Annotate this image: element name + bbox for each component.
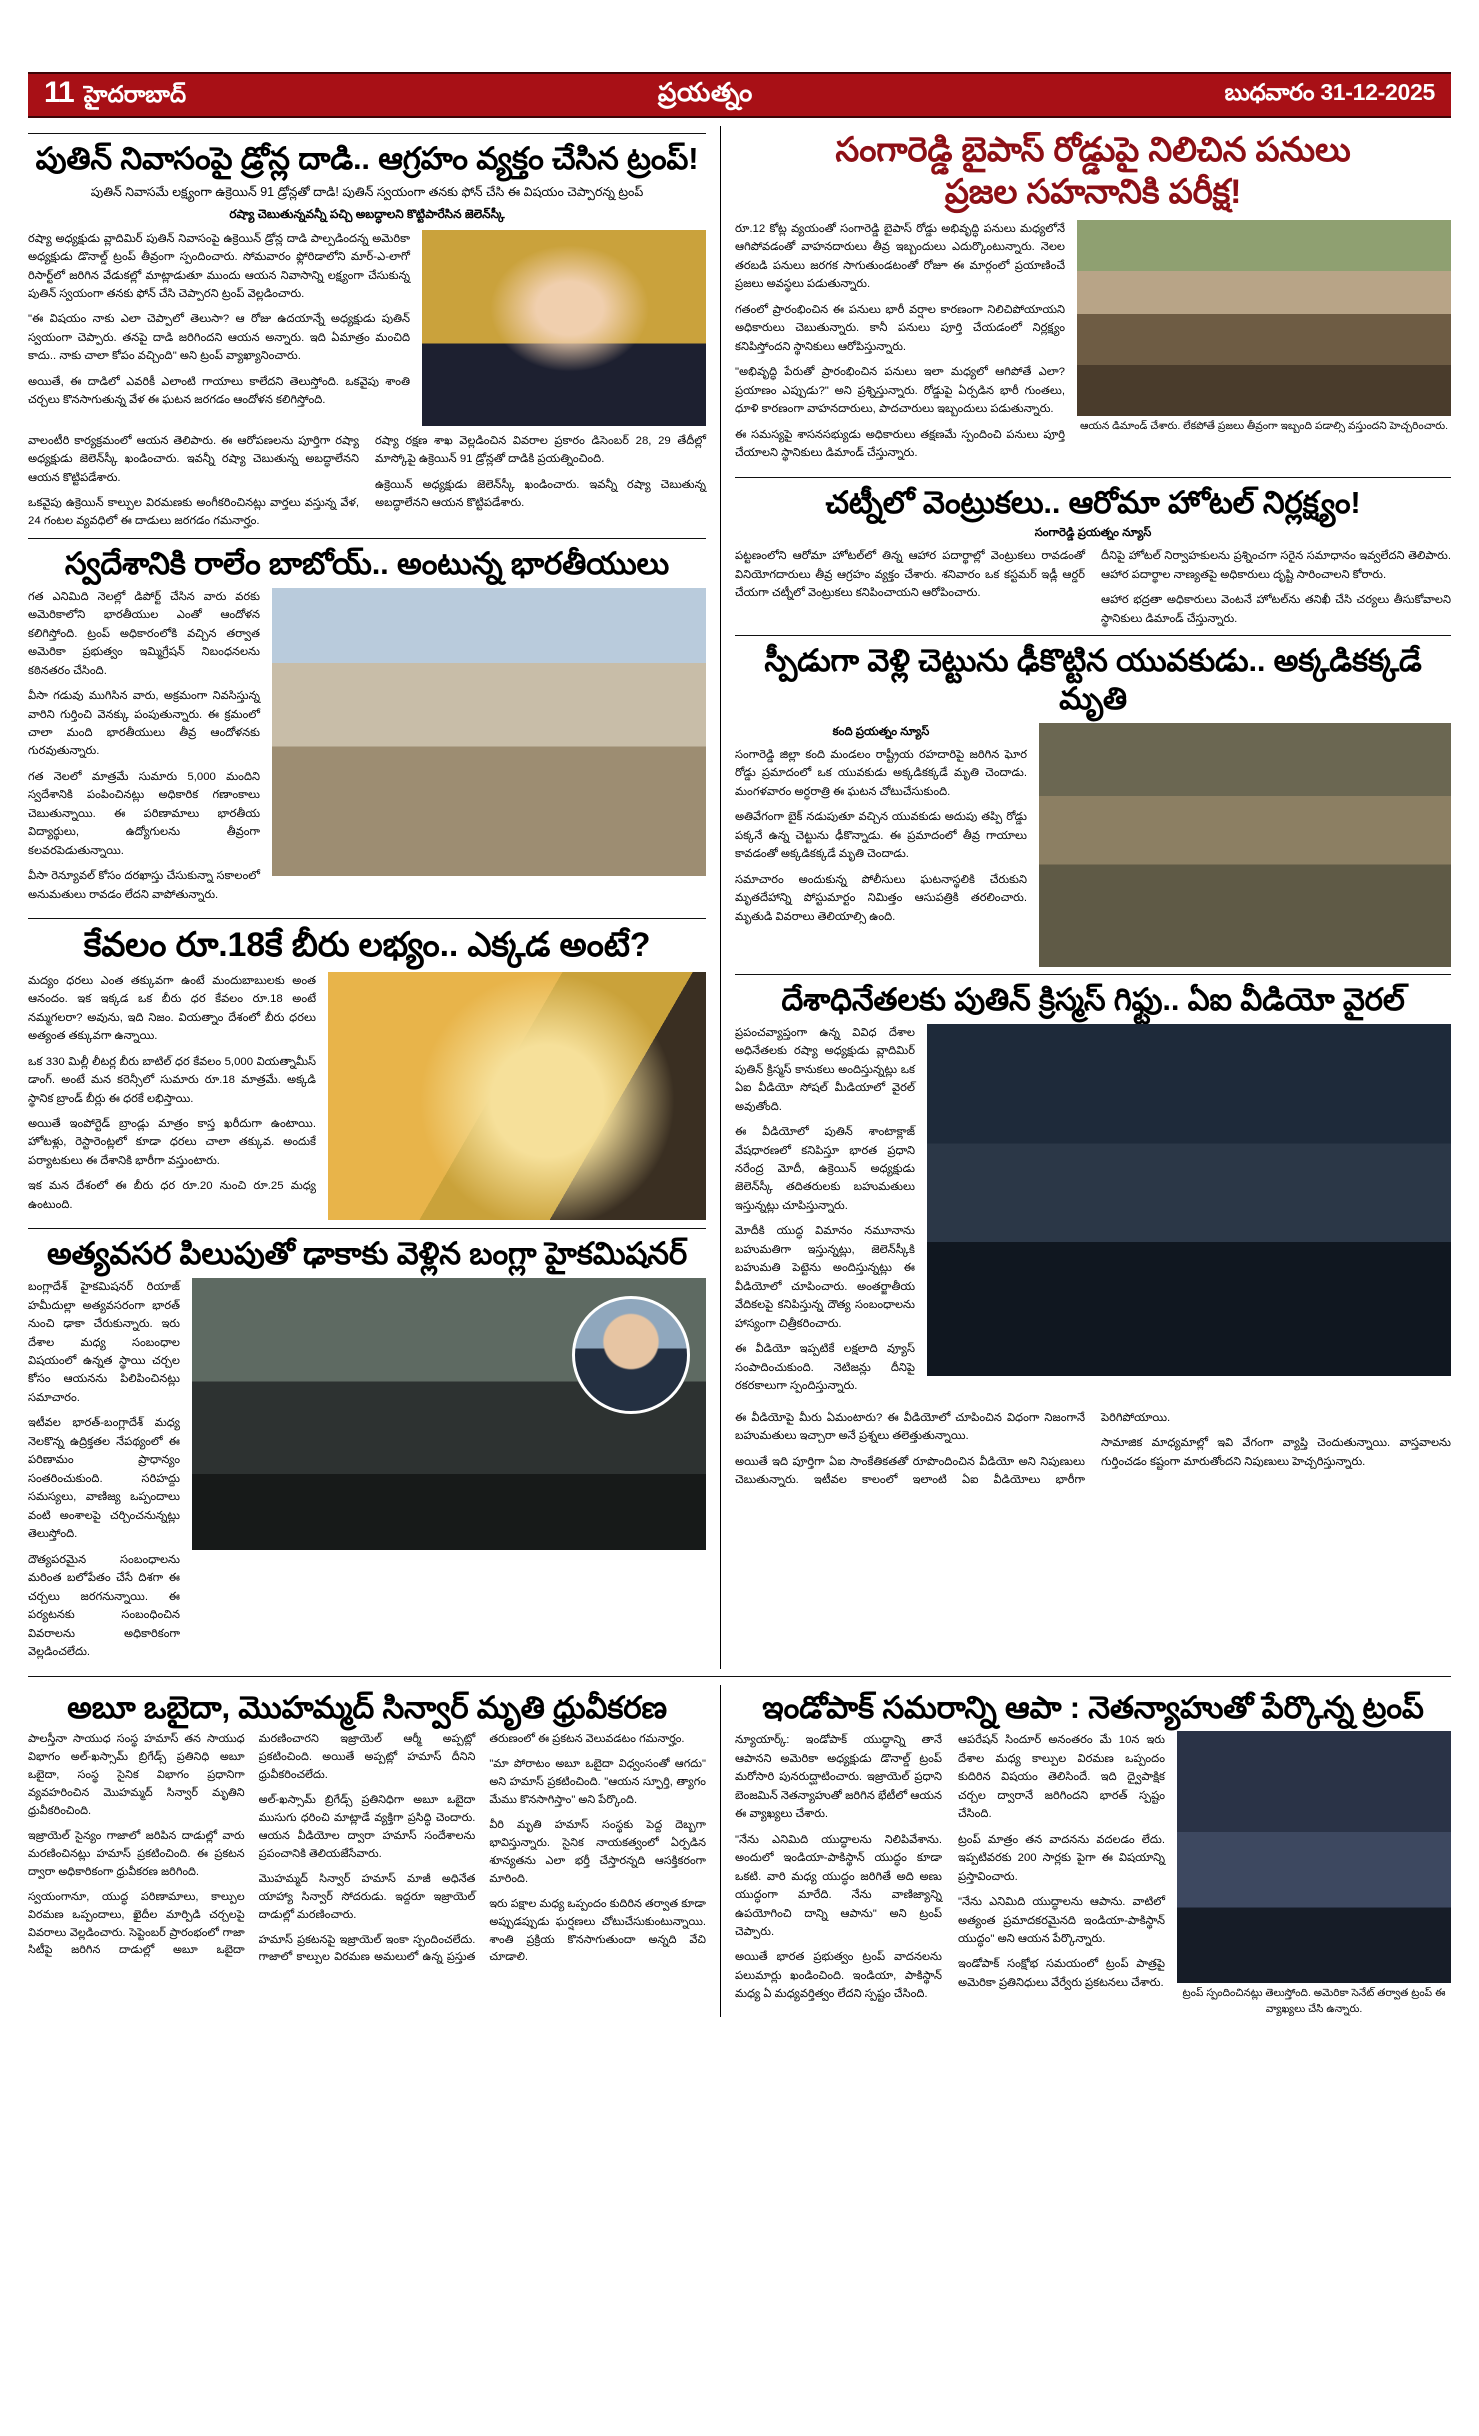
divider	[28, 133, 706, 134]
dateline: సంగారెడ్డి ప్రయత్నం న్యూస్	[1034, 527, 1152, 540]
divider	[28, 1228, 706, 1229]
article-abu-obaida	[28, 1689, 706, 1968]
divider	[28, 1676, 1451, 1677]
left-column	[28, 126, 720, 1669]
article-body: బంగ్లాదేశ్ హైకమిషనర్ రియాజ్ హమీదుల్లా అత్యవసరంగా భారత్ నుంచి ఢాకా చేరుకున్నారు. ఇరు దేశాల మధ్య సంబంధాల విషయంలో ఉన్నత స్థాయి చర్చల కోసం ఆయనను పిలిపించినట్లు సమాచారం. ఇటీవల భారత్-బంగ్లాదేశ్ మధ్య నెలకొన్న ఉద్రిక్తతల నేపథ్యంలో ఈ పరిణామం ప్రాధాన్యం సంతరించుకుంది. సరిహద్దు సమస్యలు, వాణిజ్య ఒప్పందాలు వంటి అంశాలపై చర్చించనున్నట్లు తెలుస్తోంది. దౌత్యపరమైన సంబంధాలను మరింత బలోపేతం చేసే దిశగా ఈ చర్చలు జరగనున్నాయి. ఈ పర్యటనకు సంబంధించిన వివరాలను అధికారికంగా వెల్లడించలేదు.	[28, 1281, 180, 1659]
page-number: 11	[44, 76, 74, 109]
putin-as-santa-photo	[927, 1024, 1451, 1376]
divider	[735, 974, 1451, 975]
article-body: రష్యా అధ్యక్షుడు వ్లాదిమిర్ పుతిన్ నివాసంపై ఉక్రెయిన్ డ్రోన్ల దాడి పాల్పడిందన్న అమెరికా అధ్యక్షుడు డొనాల్డ్ ట్రంప్ తీవ్రంగా స్పందించారు. సోమవారం ఫ్లోరిడాలోని మార్-ఎ-లాగో రిసార్ట్‌లో జరిగిన వేడుకల్లో మాట్లాడుతూ ముందు ఆయన నివాసాన్ని లక్ష్యంగా చేసుకున్న పుతిన్ స్వయంగా తనకు ఫోన్ చేసి చెప్పారని ట్రంప్ వెల్లడించారు. "ఈ విషయం నాకు ఎలా చెప్పాలో తెలుసా? ఆ రోజు ఉదయాన్నే అధ్యక్షుడు పుతిన్ స్వయంగా చెప్పారు. తనపై దాడి జరిగిందని ఆయన అన్నారు. ఇది ఏమాత్రం మంచిది కాదు.. నాకు చాలా కోపం వచ్చింది" అని ట్రంప్ వ్యాఖ్యానించారు. అయితే, ఈ దాడిలో ఎవరికీ ఎలాంటి గాయాలు కాలేదని తెలుస్తోంది. ఒకవైపు శాంతి చర్చలు కొనసాగుతున్న వేళ ఈ ఘటన జరగడం ఆందోళన కలిగిస్తోంది.	[28, 232, 410, 407]
divider	[28, 538, 706, 539]
headline-line1: సంగారెడ్డి బైపాస్ రోడ్డుపై నిలిచిన పనులు	[835, 131, 1351, 169]
article-body: ప్రపంచవ్యాప్తంగా ఉన్న వివిధ దేశాల అధినేతలకు రష్యా అధ్యక్షుడు వ్లాదిమిర్ పుతిన్ క్రిస్మస్ కానుకలు అందిస్తున్నట్లు ఒక ఏఐ వీడియో సోషల్ మీడియాలో వైరల్ అవుతోంది. ఈ వీడియోలో పుతిన్ శాంటాక్లాజ్ వేషధారణలో కనిపిస్తూ భారత ప్రధాని నరేంద్ర మోదీ, ఉక్రెయిన్ అధ్యక్షుడు జెలెన్‌స్కీ తదితరులకు బహుమతులు ఇస్తున్నట్లు చూపిస్తున్నారు. మోదీకి యుద్ధ విమానం నమూనాను బహుమతిగా ఇస్తున్నట్లు, జెలెన్‌స్కీకి బహుమతి పెట్టెను అందిస్తున్నట్లు ఈ వీడియోలో చూపించారు. అంతర్జాతీయ వేదికలపై కనిపిస్తున్న దౌత్య సంబంధాలను హాస్యంగా చిత్రీకరించారు. ఈ వీడియో ఇప్పటికే లక్షలాది వ్యూస్ సంపాదించుకుంది. నెటిజన్లు దీనిపై రకరకాలుగా స్పందిస్తున్నారు.	[735, 1026, 915, 1393]
high-commissioner-portrait	[572, 1296, 690, 1414]
article-chutney-hair	[735, 484, 1451, 629]
article-body: న్యూయార్క్: ఇండోపాక్ యుద్ధాన్ని తానే ఆపానని అమెరికా అధ్యక్షుడు డొనాల్డ్ ట్రంప్ మరోసారి పునరుద్ఘాటించారు. ఇజ్రాయెల్ ప్రధాని బెంజమిన్ నెతన్యాహుతో జరిగిన భేటీలో ఆయన ఈ వ్యాఖ్యలు చేశారు. "నేను ఎనిమిది యుద్ధాలను నిలిపివేశాను. అందులో ఇండియా-పాకిస్థాన్ యుద్ధం కూడా ఒకటి. వారి మధ్య యుద్ధం జరిగితే అది అణు యుద్ధంగా మారేది. నేను వాణిజ్యాన్ని ఉపయోగించి దాన్ని ఆపాను" అని ట్రంప్ చెప్పారు. అయితే భారత ప్రభుత్వం ట్రంప్ వాదనలను పలుమార్లు ఖండించింది. ఇండియా, పాకిస్థాన్ మధ్య ఏ మధ్యవర్తిత్వం లేదని స్పష్టం చేసింది. ఆపరేషన్ సిందూర్ అనంతరం మే 10న ఇరు దేశాల మధ్య కాల్పుల విరమణ ఒప్పందం కుదిరిన విషయం తెలిసిందే. ఇది ద్వైపాక్షిక చర్చల ద్వారానే జరిగిందని భారత్ స్పష్టం చేసింది. ట్రంప్ మాత్రం తన వాదనను వదలడం లేదు. ఇప్పటివరకు 200 సార్లకు పైగా ఈ విషయాన్ని ప్రస్తావించారు. "నేను ఎనిమిది యుద్ధాలను ఆపాను. వాటిలో అత్యంత ప్రమాదకరమైనది ఇండియా-పాకిస్థాన్ యుద్ధం" అని ఆయన పేర్కొన్నారు. ఇండోపాక్ సంక్షోభ సమయంలో ట్రంప్ పాత్రపై అమెరికా ప్రతినిధులు వేర్వేరు ప్రకటనలు చేశారు.	[735, 1734, 1165, 2001]
headline: స్వదేశానికి రాలేం బాబోయ్.. అంటున్న భారతీయులు	[64, 545, 670, 581]
article-sangareddy-bypass	[735, 130, 1451, 470]
masthead-left	[44, 76, 186, 114]
headline: అత్యవసర పిలుపుతో ఢాకాకు వెళ్లిన బంగ్లా హైకమిషనర్	[46, 1236, 688, 1272]
migrants-walking-border-photo	[272, 588, 706, 876]
article-putin-drone	[28, 140, 706, 531]
article-bangla-commissioner	[28, 1235, 706, 1668]
article-body-cont: వాలంటీరి కార్యక్రమంలో ఆయన తెలిపారు. ఈ ఆరోపణలను పూర్తిగా రష్యా అధ్యక్షుడు జెలెన్‌స్కీ ఖండించారు. ఇవన్నీ రష్యా చెబుతున్న అబద్ధాలేనని ఆయన కొట్టిపడేశారు. ఒకవైపు ఉక్రెయిన్ కాల్పుల విరమణకు అంగీకరించినట్లు వార్తలు వస్తున్న వేళ, 24 గంటల వ్యవధిలో ఈ దాడులు జరగడం గమనార్హం. రష్యా రక్షణ శాఖ వెల్లడించిన వివరాల ప్రకారం డిసెంబర్ 28, 29 తేదీల్లో మాస్కోపై ఉక్రెయిన్ 91 డ్రోన్లతో దాడికి ప్రయత్నించింది. ఉక్రెయిన్ అధ్యక్షుడు జెలెన్‌స్కీ ఖండించారు. ఇవన్నీ రష్యా చెబుతున్న అబద్ధాలేనని ఆయన కొట్టిపడేశారు.	[28, 434, 706, 528]
article-body-cont: ఈ వీడియోపై మీరు ఏమంటారు? ఈ వీడియోలో చూపించిన విధంగా నిజంగానే బహుమతులు ఇచ్చారా అనే ప్రశ్నలు తలెత్తుతున్నాయి. అయితే ఇది పూర్తిగా ఏఐ సాంకేతికతతో రూపొందించిన వీడియో అని నిపుణులు చెబుతున్నారు. ఇటీవల కాలంలో ఇలాంటి ఏఐ వీడియోలు భారీగా పెరిగిపోయాయి. సామాజిక మాధ్యమాల్లో ఇవి వేగంగా వ్యాప్తి చెందుతున్నాయి. వాస్తవాలను గుర్తించడం కష్టంగా మారుతోందని నిపుణులు హెచ్చరిస్తున్నారు.	[735, 1411, 1451, 1486]
article-putin-christmas	[735, 981, 1451, 1490]
article-beer-price	[28, 925, 706, 1221]
right-column	[720, 126, 1451, 1669]
article-body: గత ఎనిమిది నెలల్లో డిపోర్ట్ చేసిన వారు వరకు అమెరికాలోని భారతీయుల ఎంతో ఆందోళన కలిగిస్తోంది. ట్రంప్ అధికారంలోకి వచ్చిన తర్వాత అమెరికా ప్రభుత్వం ఇమ్మిగ్రేషన్ నిబంధనలను కఠినతరం చేసింది. వీసా గడువు ముగిసిన వారు, అక్రమంగా నివసిస్తున్న వారిని గుర్తించి వెనక్కు పంపుతున్నారు. ఈ క్రమంలో చాలా మంది భారతీయులు తీవ్ర ఆందోళనకు గురవుతున్నారు. గత నెలలో మాత్రమే సుమారు 5,000 మందిని స్వదేశానికి పంపించినట్లు అధికారిక గణాంకాలు చెబుతున్నాయి. ఈ పరిణామాలు భారతీయ విద్యార్థులు, ఉద్యోగులను తీవ్రంగా కలవరపెడుతున్నాయి. వీసా రెన్యూవల్ కోసం దరఖాస్తు చేసుకున్నా సకాలంలో అనుమతులు రావడం లేదని వాపోతున్నారు.	[28, 590, 260, 901]
photo-caption: ట్రంప్ స్పందించినట్లు తెలుస్తోంది. అమెరికా సెనేట్ తర్వాత ట్రంప్ ఈ వ్యాఖ్యలు చేసి ఉన్నారు.	[1182, 1987, 1446, 2015]
divider	[735, 635, 1451, 636]
bottom-columns	[28, 1685, 1451, 2017]
bottom-left-column	[28, 1685, 720, 2017]
article-body: రూ.12 కోట్ల వ్యయంతో సంగారెడ్డి బైపాస్ రోడ్డు అభివృద్ధి పనులు మధ్యలోనే ఆగిపోవడంతో వాహనదారులు తీవ్ర ఇబ్బందులు ఎదుర్కొంటున్నారు. నెలల తరబడి పనులు జరగక సాగుతుండటంతో రోజూ ఈ మార్గంలో ప్రయాణించే ప్రజలు అవస్థలు పడుతున్నారు. గతంలో ప్రారంభించిన ఈ పనులు భారీ వర్షాల కారణంగా నిలిచిపోయాయని అధికారులు చెబుతున్నారు. కానీ పనులు పూర్తి చేయడంలో నిర్లక్ష్యం కనిపిస్తోందని స్థానికులు ఆరోపిస్తున్నారు. "అభివృద్ధి పేరుతో ప్రారంభించిన పనులు ఇలా మధ్యలో ఆగిపోతే ఎలా? ప్రయాణం ఎప్పుడు?" అని ప్రశ్నిస్తున్నారు. రోడ్డుపై ఏర్పడిన భారీ గుంతలు, ధూళి కారణంగా వాహనదారులు, పాదచారులు ఇబ్బందులు పడుతున్నారు. ఈ సమస్యపై శాసనసభ్యుడు అధికారులు తక్షణమే స్పందించి పనులు పూర్తి చేయాలని స్థానికులు డిమాండ్ చేస్తున్నారు.	[735, 222, 1065, 460]
publication-date: బుధవారం 31-12-2025	[1224, 78, 1435, 105]
article-text-block	[735, 723, 1027, 967]
edition-name: హైదరాబాద్	[83, 81, 187, 107]
divider	[28, 918, 706, 919]
page-columns	[28, 126, 1451, 1669]
article-body: మద్యం ధరలు ఎంత తక్కువగా ఉంటే మందుబాబులకు అంత ఆనందం. ఇక ఇక్కడ ఒక బీరు ధర కేవలం రూ.18 అంటే నమ్మగలరా? అవును, ఇది నిజం. వియత్నాం దేశంలో బీరు ధరలు అత్యంత తక్కువగా ఉన్నాయి. ఒక 330 మిల్లీ లీటర్ల బీరు బాటిల్ ధర కేవలం 5,000 వియత్నామీస్ డాంగ్. అంటే మన కరెన్సీలో సుమారు రూ.18 మాత్రమే. అక్కడి స్థానిక బ్రాండ్ బీర్లు ఈ ధరకే లభిస్తాయి. అయితే ఇంపోర్టెడ్ బ్రాండ్లు మాత్రం కాస్త ఖరీదుగా ఉంటాయి. హోటళ్లు, రెస్టారెంట్లలో కూడా ధరలు చాలా తక్కువ. అందుకే పర్యాటకులు ఈ దేశానికి భారీగా వస్తుంటారు. ఇక మన దేశంలో ఈ బీరు ధర రూ.20 నుంచి రూ.25 మధ్య ఉంటుంది.	[28, 974, 316, 1211]
headline: పుతిన్ నివాసంపై డ్రోన్ల దాడి.. ఆగ్రహం వ్యక్తం చేసిన ట్రంప్!	[35, 141, 699, 176]
headline: కేవలం రూ.18కే బీరు లభ్యం.. ఎక్కడ అంటే?	[83, 926, 651, 965]
beer-pouring-mug-photo	[328, 972, 706, 1220]
headline: దేశాధినేతలకు పుతిన్ క్రిస్మస్ గిఫ్టు.. ఏఐ వీడియో వైరల్	[781, 981, 1405, 1017]
article-body: పాలస్తీనా సాయుధ సంస్థ హమాస్ తన సాయుధ విభాగం అల్-ఖస్సామ్ బ్రిగేడ్స్ ప్రతినిధి అబూ ఒబైదా, సంస్థ సైనిక విభాగం ప్రధానిగా వ్యవహరించిన మొహమ్మద్ సిన్వార్ మృతిని ధ్రువీకరించింది. ఇజ్రాయెల్ సైన్యం గాజాలో జరిపిన దాడుల్లో వారు మరణించినట్లు హమాస్ ప్రకటించింది. ఈ ప్రకటన ద్వారా అధికారికంగా ధ్రువీకరణ జరిగింది. స్వయంగానూ, యుద్ధ పరిణామాలు, కాల్పుల విరమణ ఒప్పందాలు, ఖైదీల మార్పిడి చర్చలపై వివరాలు వెల్లడించారు. సెప్టెంబర్ ప్రారంభంలో గాజా సిటీపై జరిగిన దాడుల్లో అబూ ఒబైదా మరణించారని ఇజ్రాయెల్ ఆర్మీ అప్పట్లో ప్రకటించింది. అయితే అప్పట్లో హమాస్ దీనిని ధ్రువీకరించలేదు. అల్-ఖస్సామ్ బ్రిగేడ్స్ ప్రతినిధిగా అబూ ఒబైదా ముసుగు ధరించి మాట్లాడే వ్యక్తిగా ప్రసిద్ధి చెందారు. ఆయన వీడియోల ద్వారా హమాస్ సందేశాలను ప్రపంచానికి తెలియజేసేవారు. మొహమ్మద్ సిన్వార్ హమాస్ మాజీ అధినేత యాహ్యా సిన్వార్ సోదరుడు. ఇద్దరూ ఇజ్రాయెల్ దాడుల్లో మరణించారు. హమాస్ ప్రకటనపై ఇజ్రాయెల్ ఇంకా స్పందించలేదు. గాజాలో కాల్పుల విరమణ అమలులో ఉన్న ప్రస్తుత తరుణంలో ఈ ప్రకటన వెలువడటం గమనార్హం. "మా పోరాటం అబూ ఒబైదా విధ్వంసంతో ఆగదు" అని హమాస్ ప్రకటించింది. "ఆయన స్ఫూర్తి, త్యాగం మేము కొనసాగిస్తాం" అని పేర్కొంది. వీరి మృతి హమాస్ సంస్థకు పెద్ద దెబ్బగా భావిస్తున్నారు. సైనిక నాయకత్వంలో ఏర్పడిన శూన్యతను ఎలా భర్తీ చేస్తారన్నది ఆసక్తికరంగా మారింది. ఇరు పక్షాల మధ్య ఒప్పందం కుదిరిన తర్వాత కూడా అప్పుడప్పుడు ఘర్షణలు చోటుచేసుకుంటున్నాయి. శాంతి ప్రక్రియ కొనసాగుతుందా అన్నది వేచి చూడాలి.	[28, 1733, 706, 1964]
accident-scene-photo	[1039, 723, 1451, 967]
article-speeding-death	[735, 642, 1451, 967]
motorcade-with-inset-portrait-photo	[192, 1278, 706, 1550]
headline: ఇండోపాక్ సమరాన్ని ఆపా : నెతన్యాహుతో పేర్కొన్న ట్రంప్	[762, 1689, 1424, 1725]
headline: చట్నీలో వెంట్రుకలు.. ఆరోమా హోటల్ నిర్లక్ష్యం!	[825, 484, 1361, 520]
bottom-right-column	[720, 1685, 1451, 2017]
trump-gesturing-photo	[422, 230, 706, 426]
article-indians-abroad	[28, 545, 706, 911]
photo-caption: ఆయన డిమాండ్ చేశారు. లేకపోతే ప్రజలు తీవ్రంగా ఇబ్బంది పడాల్సి వస్తుందని హెచ్చరించారు.	[1079, 419, 1449, 432]
headline: స్పీడుగా వెళ్లి చెట్టును ఢీకొట్టిన యువకుడు.. అక్కడికక్కడే మృతి	[764, 643, 1422, 717]
byline: రష్యా చెబుతున్నవన్నీ పచ్చి అబద్ధాలని కొట్టిపారేసిన జెలెన్‌స్కీ	[229, 206, 505, 221]
article-indo-pak	[735, 1689, 1451, 2017]
trump-netanyahu-photo	[1177, 1731, 1451, 1983]
damaged-road-photo	[1077, 220, 1451, 416]
divider	[735, 477, 1451, 478]
headline-line2: ప్రజల సహనానికి పరీక్ష!	[944, 173, 1242, 212]
article-body: సంగారెడ్డి జిల్లా కంది మండలం రాష్ట్రీయ రహదారిపై జరిగిన ఘోర రోడ్డు ప్రమాదంలో ఒక యువకుడు అక్కడికక్కడే మృతి చెందాడు. మంగళవారం అర్ధరాత్రి ఈ ఘటన చోటుచేసుకుంది. అతివేగంగా బైక్ నడుపుతూ వచ్చిన యువకుడు అదుపు తప్పి రోడ్డు పక్కనే ఉన్న చెట్టును ఢీకొన్నాడు. ఈ ప్రమాదంలో తీవ్ర గాయాలు కావడంతో అక్కడికక్కడే మృతి చెందాడు. సమాచారం అందుకున్న పోలీసులు ఘటనాస్థలికి చేరుకుని మృతదేహాన్ని పోస్టుమార్టం నిమిత్తం ఆసుపత్రికి తరలించారు. మృతుడి వివరాలు తెలియాల్సి ఉంది.	[735, 748, 1027, 923]
article-body: పట్టణంలోని ఆరోమా హోటల్‌లో తిన్న ఆహార పదార్థాల్లో వెంట్రుకలు రావడంతో వినియోగదారులు తీవ్ర ఆగ్రహం వ్యక్తం చేశారు. శనివారం ఒక కస్టమర్ ఇడ్లీ ఆర్డర్ చేయగా చట్నీలో వెంట్రుకలు కనిపించాయని ఆరోపించారు. దీనిపై హోటల్ నిర్వాహకులను ప్రశ్నించగా సరైన సమాధానం ఇవ్వలేదని తెలిపారు. ఆహార పదార్థాల నాణ్యతపై అధికారులు దృష్టి సారించాలని కోరారు. ఆహార భద్రతా అధికారులు వెంటనే హోటల్‌ను తనిఖీ చేసి చర్యలు తీసుకోవాలని స్థానికులు డిమాండ్ చేస్తున్నారు.	[735, 550, 1451, 625]
masthead-bar	[28, 72, 1451, 118]
headline: అబూ ఒబైదా, మొహమ్మద్ సిన్వార్ మృతి ధ్రువీకరణ	[67, 1689, 667, 1725]
paper-logo: ప్రయత్నం	[657, 76, 753, 107]
deck: పుతిన్ నివాసమే లక్ష్యంగా ఉక్రెయిన్ 91 డ్రోన్లతో దాడి! పుతిన్ స్వయంగా తనకు ఫోన్ చేసి ఈ విషయం చెప్పారన్న ట్రంప్	[90, 184, 644, 199]
newspaper-page	[0, 72, 1479, 2436]
dateline: కంది ప్రయత్నం న్యూస్	[832, 725, 930, 738]
